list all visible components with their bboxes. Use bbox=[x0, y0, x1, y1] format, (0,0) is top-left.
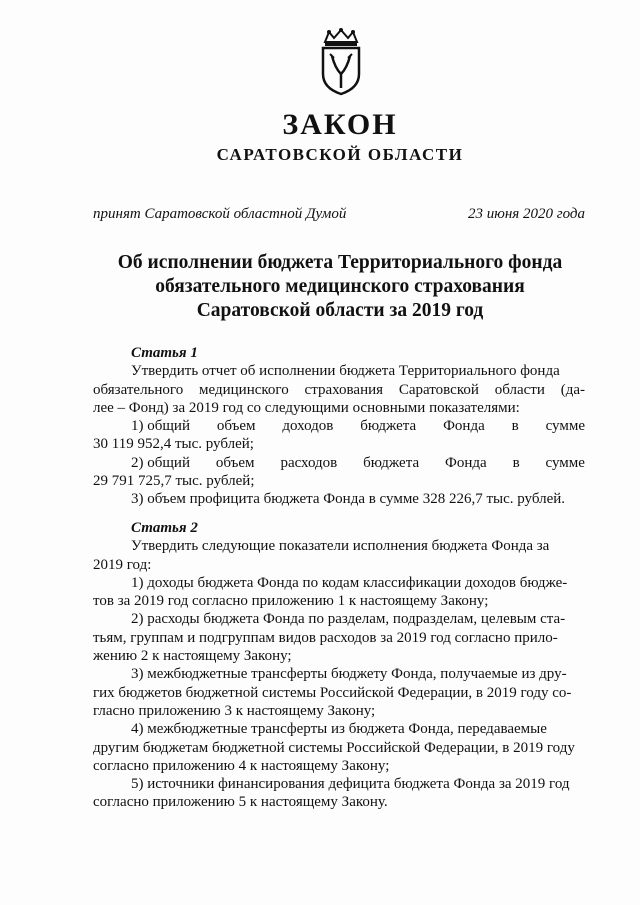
law-title: ЗАКОН bbox=[282, 108, 398, 141]
word: медицинского bbox=[199, 381, 289, 398]
word: бюджета bbox=[363, 454, 420, 471]
article-2-item-3: 3) межбюджетные трансферты бюджету Фонда, получаемые из дру- bbox=[131, 666, 567, 683]
article-1-intro-justified bbox=[93, 381, 585, 399]
article-1-label: Статья 1 bbox=[131, 345, 198, 361]
article-2-item-1: тов за 2019 год согласно приложению 1 к настоящему Закону; bbox=[93, 593, 489, 610]
article-1-intro: лее – Фонд) за 2019 год со следующими основными показателями: bbox=[93, 399, 520, 416]
article-2-item-3: гласно приложению 3 к настоящему Закону; bbox=[93, 702, 376, 719]
article-2-label: Статья 2 bbox=[131, 520, 198, 536]
heading-line: Об исполнении бюджета Территориального фонда bbox=[117, 252, 563, 273]
word: сумме bbox=[545, 418, 585, 435]
article-2-item-2: 2) расходы бюджета Фонда по разделам, подразделам, целевым ста- bbox=[131, 611, 566, 628]
word: области bbox=[494, 381, 545, 398]
article-1-item-1 bbox=[93, 417, 585, 435]
word: 2) общий bbox=[131, 454, 190, 471]
article-2-intro: 2019 год: bbox=[93, 556, 152, 573]
article-1 bbox=[93, 344, 585, 509]
heading-line: обязательного медицинского страхования bbox=[155, 276, 525, 297]
article-2-item-4: другим бюджетам бюджетной системы Российской Федерации, в 2019 году bbox=[93, 739, 575, 756]
article-2-item-4: 4) межбюджетные трансферты из бюджета Фонда, передаваемые bbox=[131, 721, 547, 738]
article-2-item-2: тьям, группам и подгруппам видов расходов за 2019 год согласно прило- bbox=[93, 629, 558, 646]
coat-of-arms-icon bbox=[319, 28, 363, 96]
article-1-intro: Утвердить отчет об исполнении бюджета Территориального фонда bbox=[131, 363, 560, 380]
word: Фонда bbox=[445, 454, 487, 471]
article-1-item-2 bbox=[93, 454, 585, 472]
adoption-date: 23 июня 2020 года bbox=[468, 206, 585, 222]
word: расходов bbox=[280, 454, 338, 471]
article-2-item-3: гих бюджетов бюджетной системы Российской Федерации, в 2019 году со- bbox=[93, 684, 572, 701]
document-heading bbox=[90, 251, 590, 323]
word: Саратовской bbox=[398, 381, 479, 398]
word: доходов bbox=[282, 418, 334, 435]
word: в bbox=[512, 454, 520, 471]
adoption-line bbox=[93, 206, 585, 223]
article-1-item-3: 3) объем профицита бюджета Фонда в сумме 328 226,7 тыс. рублей. bbox=[131, 491, 566, 508]
word: 1) общий bbox=[131, 418, 190, 435]
word: бюджета bbox=[360, 418, 417, 435]
word: объем bbox=[215, 454, 255, 471]
article-1-item-1-amount: 30 119 952,4 тыс. рублей; bbox=[93, 436, 254, 453]
article-1-item-2-amount: 29 791 725,7 тыс. рублей; bbox=[93, 473, 255, 490]
article-2-item-2: жению 2 к настоящему Закону; bbox=[93, 648, 292, 665]
article-2-item-1: 1) доходы бюджета Фонда по кодам классификации доходов бюдже- bbox=[131, 574, 568, 591]
article-2-item-4: согласно приложению 4 к настоящему Закону; bbox=[93, 757, 390, 774]
article-2 bbox=[93, 519, 585, 812]
word: сумме bbox=[545, 454, 585, 471]
word: обязательного bbox=[93, 381, 184, 398]
region-title: САРАТОВСКОЙ ОБЛАСТИ bbox=[216, 145, 464, 164]
article-2-intro: Утвердить следующие показатели исполнения бюджета Фонда за bbox=[131, 538, 550, 555]
word: (да- bbox=[560, 381, 585, 398]
heading-line: Саратовской области за 2019 год bbox=[196, 300, 484, 321]
word: в bbox=[511, 418, 519, 435]
word: объем bbox=[216, 418, 256, 435]
article-2-item-5: согласно приложению 5 к настоящему Закону. bbox=[93, 794, 388, 811]
article-2-item-5: 5) источники финансирования дефицита бюджета Фонда за 2019 год bbox=[131, 776, 570, 793]
word: страхования bbox=[304, 381, 384, 398]
adopted-by: принят Саратовской областной Думой bbox=[93, 206, 347, 222]
word: Фонда bbox=[443, 418, 485, 435]
